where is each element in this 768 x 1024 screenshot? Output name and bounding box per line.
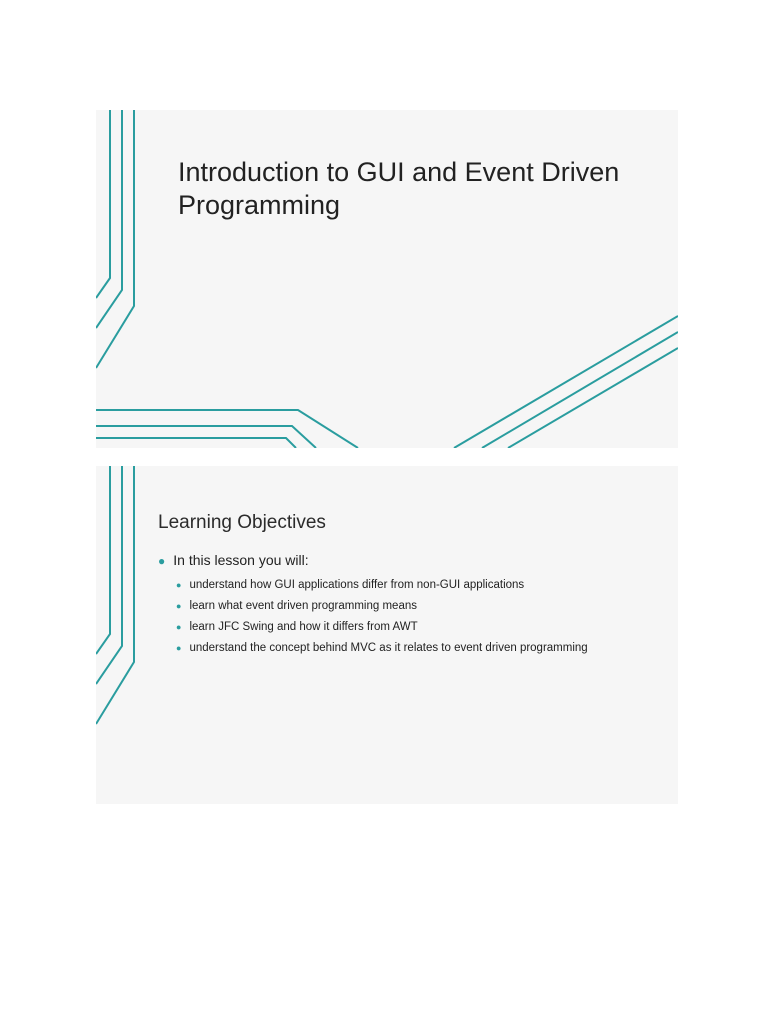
slide-title: Introduction to GUI and Event Driven Programming: [178, 157, 620, 220]
list-item: [176, 599, 656, 613]
bullet-icon: ●: [176, 580, 182, 590]
learning-objectives-slide: [96, 466, 678, 804]
bullet-icon: ●: [176, 643, 182, 653]
bullet-item: [158, 552, 309, 568]
bullet-icon: ●: [176, 622, 182, 632]
bullet-icon: ●: [158, 554, 166, 568]
bullet-icon: ●: [176, 601, 182, 611]
list-item-text: understand the concept behind MVC as it relates to event driven programming: [189, 642, 588, 654]
slide-title: Learning Objectives: [158, 512, 326, 533]
objective-list: [176, 578, 656, 662]
list-item: [176, 578, 656, 592]
list-item-text: learn JFC Swing and how it differs from AWT: [189, 621, 418, 633]
list-item-text: understand how GUI applications differ from non-GUI applications: [189, 579, 525, 591]
title-slide: [96, 110, 678, 448]
list-item-text: learn what event driven programming means: [189, 600, 417, 612]
list-item: [176, 620, 656, 634]
list-item: [176, 641, 656, 655]
bullet-text: In this lesson you will:: [173, 552, 309, 568]
